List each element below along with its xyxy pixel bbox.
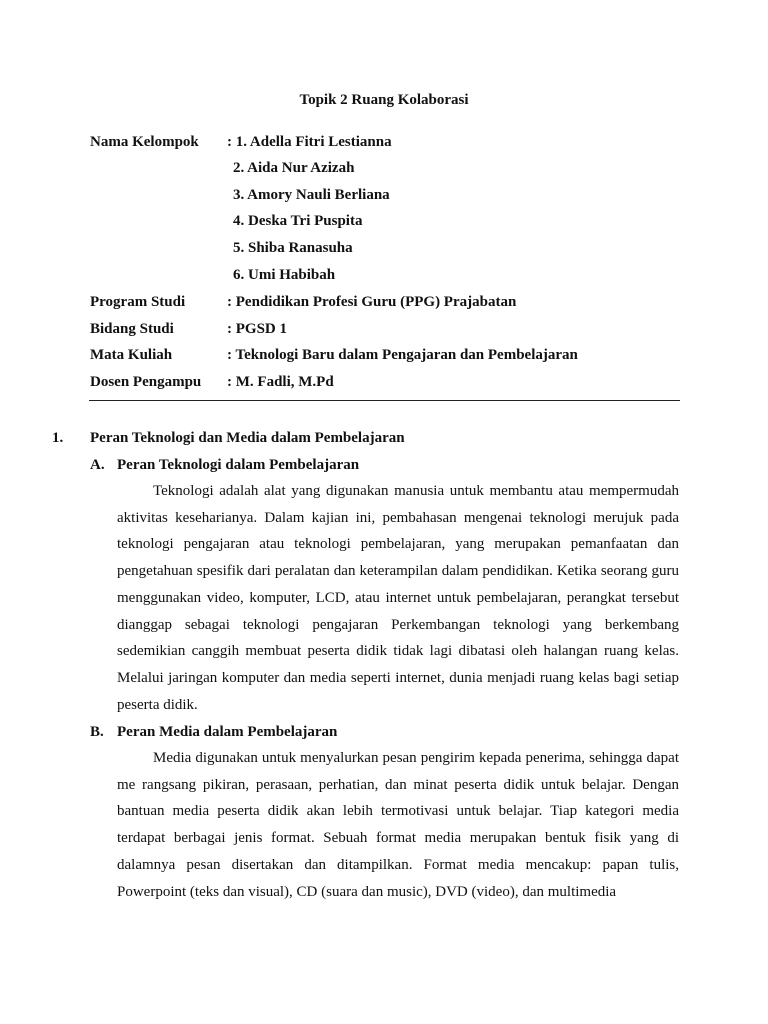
info-value: : Teknologi Baru dalam Pengajaran dan Pembelajaran xyxy=(227,347,578,363)
group-member-1: : 1. Adella Fitri Lestianna xyxy=(227,134,392,150)
subsection-b-title: Peran Media dalam Pembelajaran xyxy=(117,724,338,740)
info-label: Bidang Studi xyxy=(90,321,174,337)
info-label: Program Studi xyxy=(90,294,186,310)
group-member-3: 3. Amory Nauli Berliana xyxy=(233,187,390,203)
subsection-a-paragraph: Teknologi adalah alat yang digunakan manusia untuk membantu atau mempermudah aktivitas keseharianya. Dalam kajian ini, pembahasan mengenai teknologi merujuk pada teknologi pengajaran atau teknologi pembelajaran, yang merupakan pemanfaatan dan pengetahuan spesifik dari peralatan dan keterampilan dalam pendidikan. Ketika seorang guru menggunakan video, komputer, LCD, atau internet untuk pembelajaran, perangkat tersebut dianggap sebagai teknologi pengajaran Perkembangan teknologi yang berkembang sedemikian canggih membuat peserta didik tidak lagi dibatasi oleh halangan ruang kelas. Melalui jaringan komputer dan media seperti internet, dunia menjadi ruang kelas bagi setiap peserta didik. xyxy=(117,483,679,713)
group-member-2: 2. Aida Nur Azizah xyxy=(233,160,355,176)
subsection-b-letter: B. xyxy=(90,724,104,740)
header-divider xyxy=(89,400,680,401)
subsection-b-paragraph: Media digunakan untuk menyalurkan pesan pengirim kepada penerima, sehingga dapat me rangsang pikiran, perasaan, perhatian, dan minat peserta didik untuk belajar. Dengan bantuan media peserta didik akan lebih termotivasi untuk belajar. Tiap kategori media terdapat berbagai jenis format. Sebuah format media merupakan bentuk fisik yang di dalamnya pesan disertakan dan ditampilkan. Format media mencakup: papan tulis, Powerpoint (teks dan visual), CD (suara dan music), DVD (video), dan multimedia xyxy=(117,750,679,900)
subsection-a-title: Peran Teknologi dalam Pembelajaran xyxy=(117,457,360,473)
group-member-4: 4. Deska Tri Puspita xyxy=(233,213,363,229)
info-value: : M. Fadli, M.Pd xyxy=(227,374,334,390)
info-value: : PGSD 1 xyxy=(227,321,287,337)
info-label: Mata Kuliah xyxy=(90,347,173,363)
info-label: Dosen Pengampu xyxy=(90,374,202,390)
document-title: Topik 2 Ruang Kolaborasi xyxy=(299,92,469,108)
section-title: Peran Teknologi dan Media dalam Pembelajaran xyxy=(90,430,405,446)
info-value: : Pendidikan Profesi Guru (PPG) Prajabatan xyxy=(227,294,517,310)
subsection-a-letter: A. xyxy=(90,457,105,473)
group-label: Nama Kelompok xyxy=(90,134,199,150)
group-member-6: 6. Umi Habibah xyxy=(233,267,336,283)
section-number: 1. xyxy=(52,430,64,446)
group-member-5: 5. Shiba Ranasuha xyxy=(233,240,353,256)
